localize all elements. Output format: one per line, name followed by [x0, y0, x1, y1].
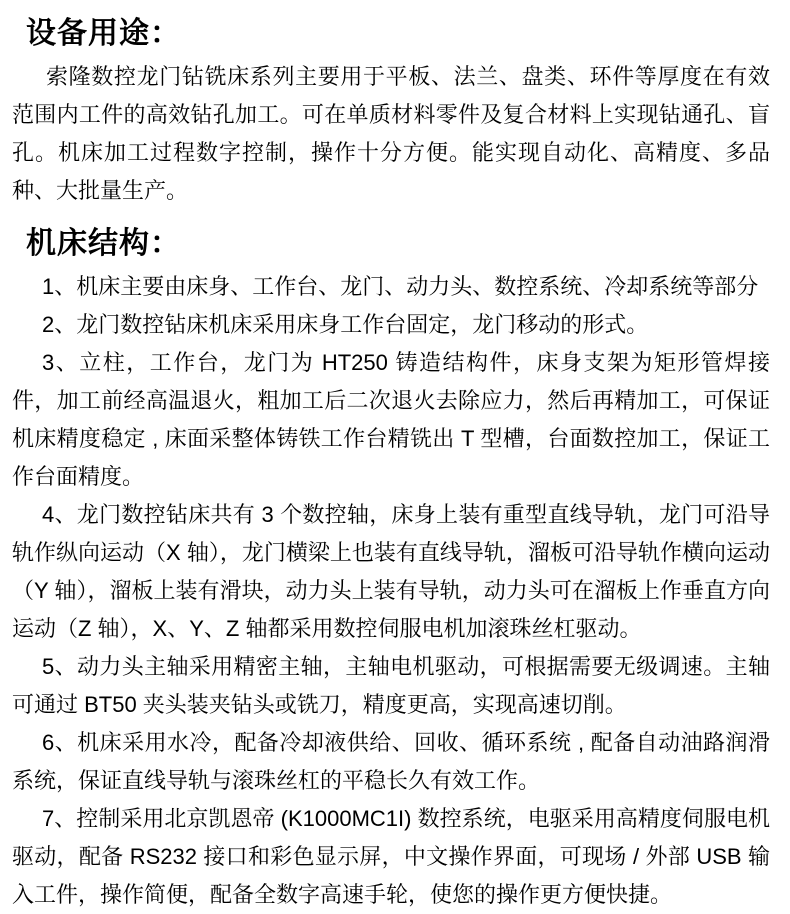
structure-item-3: 3、立柱，工作台，龙门为 HT250 铸造结构件，床身支架为矩形管焊接件，加工前经高温退火，粗加工后二次退火去除应力，然后再精加工，可保证机床精度稳定 , 床面采整体铸铁工作台精铣出 T 型槽，台面数控加工，保证工作台面精度。	[12, 350, 770, 489]
structure-item-2: 2、龙门数控钻床机床采用床身工作台固定，龙门移动的形式。	[42, 312, 649, 337]
structure-item-6: 6、机床采用水冷，配备冷却液供给、回收、循环系统 , 配备自动油路润滑系统，保证直线导轨与滚珠丝杠的平稳长久有效工作。	[12, 730, 770, 793]
equipment-purpose-paragraph: 索隆数控龙门钻铣床系列主要用于平板、法兰、盘类、环件等厚度在有效范围内工件的高效钻孔加工。可在单质材料零件及复合材料上实现钻通孔、盲孔。机床加工过程数字控制，操作十分方便。能实现自动化、高精度、多品种、大批量生产。	[12, 64, 770, 203]
structure-item-5: 5、动力头主轴采用精密主轴，主轴电机驱动，可根据需要无级调速。主轴可通过 BT50 夹头装夹钻头或铣刀，精度更高，实现高速切削。	[12, 654, 770, 717]
structure-item-4: 4、龙门数控钻床共有 3 个数控轴，床身上装有重型直线导轨，龙门可沿导轨作纵向运动（X 轴），龙门横梁上也装有直线导轨，溜板可沿导轨作横向运动（Y 轴），溜板上装有滑块，动力头上装有导轨，动力头可在溜板上作垂直方向运动（Z 轴），X、Y、Z 轴都采用数控伺服电机加滚珠丝杠驱动。	[12, 502, 770, 641]
section-heading-machine-structure: 机床结构：	[26, 227, 181, 260]
section-heading-equipment-purpose: 设备用途：	[26, 17, 181, 50]
structure-item-1: 1、机床主要由床身、工作台、龙门、动力头、数控系统、冷却系统等部分	[42, 274, 759, 299]
structure-item-7: 7、控制采用北京凯恩帝 (K1000MC1I) 数控系统，电驱采用高精度伺服电机驱动，配备 RS232 接口和彩色显示屏，中文操作界面，可现场 / 外部 USB 输入工件，操作简便，配备全数字高速手轮，使您的操作更方便快捷。	[12, 806, 770, 907]
